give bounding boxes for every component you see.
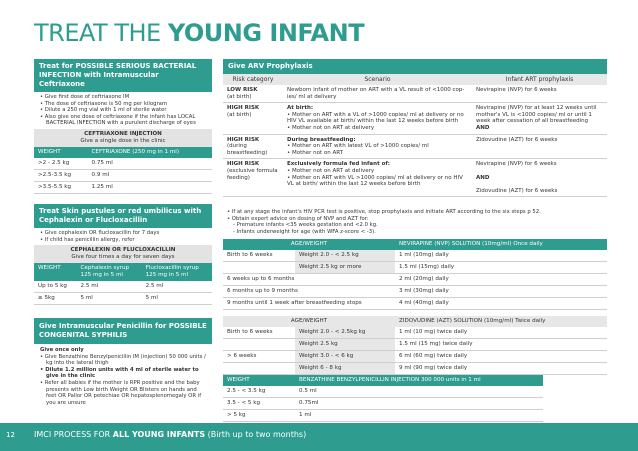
arv-notes — [223, 209, 607, 239]
bullet: • The dose of ceftriaxone is 50 mg per kilogram — [40, 100, 168, 107]
cell-dose: 5 ml — [77, 293, 142, 305]
risk-timing: (during breastfeeding) — [227, 143, 268, 156]
arv-dosing-section — [223, 209, 607, 422]
table-row — [223, 250, 607, 262]
prophylaxis-line: AND — [476, 124, 490, 131]
table-row — [223, 134, 607, 159]
cell-weight: Weight 3.0 - < 6 kg — [295, 351, 395, 363]
cell-dose: 1.5 ml (15mg) daily — [395, 262, 607, 274]
table-row — [223, 103, 607, 134]
cell-weight: Weight 2.0 - < 2.5kg kg — [295, 327, 395, 339]
nvp-col-age: AGE/WEIGHT — [223, 239, 395, 250]
table-row — [223, 85, 607, 103]
arv-prophylaxis-section — [223, 59, 607, 197]
table-row — [223, 286, 607, 298]
scenario-line: At birth: — [287, 105, 314, 112]
cell-dose: 0.75 ml — [88, 158, 212, 170]
cell-prophylaxis — [472, 85, 607, 103]
page-title — [34, 20, 364, 46]
cephalexin-section — [34, 204, 212, 305]
scenario-line: Exclusively formula fed infant of: — [287, 161, 390, 168]
scenario-line: • Mother on ART with a VL of >1000 copies/ ml at delivery or no — [287, 111, 464, 118]
cell-dose: 1 ml — [295, 410, 543, 422]
cell-age: Birth to 6 weeks — [223, 250, 295, 262]
title-light: TREAT THE — [34, 19, 168, 47]
cephalexin-table — [34, 263, 212, 305]
bullet: • If child has penicillin allergy, refer — [40, 236, 135, 243]
penicillin-section — [34, 318, 212, 408]
penicillin-lead: Give once only — [40, 347, 84, 353]
cell-dose: 0.9 ml — [88, 169, 212, 181]
azt-table — [223, 316, 607, 375]
cell-dose: 5 ml — [142, 293, 212, 305]
prophylaxis-line: Nevirapine (NVP) for 6 weeks — [476, 87, 557, 93]
col-cephalexin — [77, 263, 142, 281]
scenario-line: During breastfeeding: — [287, 136, 356, 143]
bullet: - Infants underweight for age (with WFA z-score < -3). — [233, 228, 376, 235]
bullet: • Give first dose of ceftriaxone IM — [40, 94, 130, 100]
scenario-line: • Mother not on ART at delivery — [287, 124, 375, 131]
cephalexin-bullets — [34, 228, 212, 245]
col-dose: CEFTRIAXONE (250 mg in 1 ml) — [88, 147, 212, 158]
azt-col-dose: ZIDOVUDINE (AZT) SOLUTION (10mg/ml) Twice daily — [399, 318, 546, 325]
azt-col-age: AGE/WEIGHT — [290, 318, 328, 325]
scenario-line: Newborn infant of mother on ART with a VL result of <1000 cop- — [287, 87, 465, 93]
scenario-line: • Mother on ART with latest VL of >1000 copies/ ml — [287, 143, 429, 150]
ceftriaxone-table-title — [34, 129, 212, 147]
ceftriaxone-table — [34, 147, 212, 194]
page-footer — [0, 423, 638, 451]
cell-dose: 1 ml (10 mg) twice daily — [395, 327, 607, 339]
footer-text-b: ALL YOUNG INFANTS — [112, 430, 206, 439]
col-risk: Risk category — [232, 76, 274, 83]
ceftriaxone-header: Treat for POSSIBLE SERIOUS BACTERIAL INFECTION with Intramuscular Ceftriaxone — [34, 59, 212, 92]
bullet: • Refer all babies if the mother is RPR positive and the baby presents with Low birth Weight OR Blisters on hands and feet OR Pallor OR petechiae OR hepatosplenomegaly OR if you are unsure — [40, 379, 202, 406]
cell-weight: Weight 6 - 8 kg — [295, 363, 395, 375]
ceftriaxone-section — [34, 59, 212, 194]
bullet: • Give cephalexin OR flucloxacillin for 7 days — [40, 230, 160, 236]
page-number: 12 — [6, 431, 15, 439]
col-flucloxacillin-name: Flucloxacillin syrup — [145, 265, 199, 272]
cell-dose: 1 ml (10mg) daily — [395, 250, 607, 262]
col-flucloxacillin-strength: 125 mg in 5 ml — [145, 272, 189, 279]
cell-weight: Weight 2.5 kg or more — [295, 262, 395, 274]
col-prophylaxis: Infant ART prophylaxis — [505, 76, 574, 83]
col-cephalexin-strength: 125 mg in 5 ml — [80, 272, 123, 279]
cell-scenario — [283, 159, 472, 197]
cell-dose: 4 ml (40mg) daily — [395, 298, 607, 310]
cell-age: > 6 weeks — [223, 351, 295, 363]
bullet: • Give Benzathine Benzylpenicillin IM (injection) 50 000 units / kg into the lateral thigh — [40, 353, 206, 367]
cell-age: 6 months up to 9 months — [223, 286, 395, 298]
cell-age — [223, 363, 295, 375]
risk-level: LOW RISK — [227, 87, 258, 93]
arv-table — [223, 74, 607, 197]
table-row — [223, 386, 543, 398]
table-subtitle: Give a single dose in the clinic — [80, 137, 166, 144]
cell-dose: 1.25 ml — [88, 181, 212, 193]
cell-age: 6 weeks up to 6 months — [223, 274, 395, 286]
scenario-line: • Mother on ART with VL >1000 copies/ ml at delivery or no HIV — [287, 174, 463, 181]
table-row — [34, 181, 212, 193]
cell-scenario — [283, 85, 472, 103]
table-row — [223, 327, 607, 339]
cell-age: 9 months until 1 week after breastfeeding stops — [223, 298, 395, 310]
table-row — [223, 339, 607, 351]
bullet: • Obtain expert advice on dosing of NVP and AZT for: — [227, 215, 369, 222]
table-row — [34, 169, 212, 181]
table-row — [223, 262, 607, 274]
nvp-col-dose: NEVIRAPINE (NVP) SOLUTION (10mg/ml) Once daily — [395, 239, 607, 250]
risk-timing: (exclusive formula feeding) — [227, 167, 278, 181]
cell-dose: 6 ml (60 mg) twice daily — [395, 351, 607, 363]
col-weight: WEIGHT — [34, 263, 77, 281]
pen-col-weight: WEIGHT — [223, 375, 295, 386]
penicillin-table — [223, 375, 543, 422]
bullet: • If at any stage the infant's HIV PCR test is positive, stop prophylaxis and initiate ART according to the six steps p 52. — [227, 209, 541, 215]
prophylaxis-line: Zidovudine (AZT) for 6 weeks — [476, 136, 558, 143]
scenario-line: ies/ ml at delivery — [287, 93, 337, 100]
cell-age — [223, 339, 295, 351]
table-row — [223, 274, 607, 286]
table-row — [34, 293, 212, 305]
cell-dose: 2.5 ml — [77, 281, 142, 293]
prophylaxis-line: Nevirapine (NVP) for 6 weeks — [476, 161, 557, 168]
cell-weight: >2 - 2.5 kg — [34, 158, 88, 170]
table-row — [223, 363, 607, 375]
nvp-table — [223, 239, 607, 310]
cell-risk — [223, 85, 283, 103]
cell-age: Birth to 6 weeks — [223, 327, 295, 339]
footer-text-a: IMCI PROCESS FOR — [34, 430, 113, 439]
ceftriaxone-bullets — [34, 92, 212, 129]
table-row — [223, 159, 607, 197]
cell-weight: Weight 2.0 - < 2.5 kg — [295, 250, 395, 262]
cell-dose: 1.5 ml (15 mg) twice daily — [395, 339, 607, 351]
table-title: CEPHALEXIN OR FLUCLOXACILLIN — [70, 247, 176, 254]
title-bold: YOUNG INFANT — [167, 19, 365, 47]
cell-weight: ≥ 5kg — [34, 293, 77, 305]
table-row — [223, 398, 543, 410]
bullet: - Premature infants <35 weeks gestation and <2.0 kg. — [233, 222, 378, 229]
col-weight: WEIGHT — [34, 147, 88, 158]
cell-dose: 9 ml (90 mg) twice daily — [395, 363, 607, 375]
cell-dose: 2.5 ml — [142, 281, 212, 293]
table-row — [223, 410, 543, 422]
prophylaxis-line: Zidovudine (AZT) for 6 weeks — [476, 187, 558, 194]
cell-weight: Weight 2.5 kg — [295, 339, 395, 351]
scenario-line: • Mother not on ART at delivery — [287, 167, 375, 174]
arv-header: Give ARV Prophylaxis — [223, 59, 607, 74]
cell-weight: 3.5 - < 5 kg — [223, 398, 295, 410]
pen-col-dose: BENZATHINE BENZYLPENICILLIN INJECTION 300 000 units in 1 ml — [295, 375, 543, 386]
cell-dose: 0.75ml — [295, 398, 543, 410]
bullet: • Dilute a 250 mg vial with 1 ml of sterile water — [40, 107, 167, 114]
risk-level: HIGH RISK — [227, 136, 260, 143]
table-row — [223, 351, 607, 363]
scenario-line: VL at birth/ within the last 12 weeks before birth — [287, 181, 421, 188]
col-flucloxacillin — [142, 263, 212, 281]
cell-risk — [223, 103, 283, 134]
penicillin-header: Give Intramuscular Penicillin for POSSIBLE CONGENITAL SYPHILIS — [34, 318, 212, 344]
cell-risk — [223, 134, 283, 159]
penicillin-bullets — [34, 344, 212, 408]
bullet: • Dilute 1.2 million units with 4 ml of sterile water to give in the clinic — [40, 366, 199, 380]
prophylaxis-line: Nevirapine (NVP) for at least 12 weeks until — [476, 105, 597, 112]
cell-weight: 2.5 - < 3.5 kg — [223, 386, 295, 398]
table-subtitle: Give four times a day for seven days — [71, 254, 175, 261]
cell-dose: 2 ml (20mg) daily — [395, 274, 607, 286]
cell-dose: 0.5 ml — [295, 386, 543, 398]
cephalexin-header: Treat Skin pustules or red umbilicus with Cephalexin or Flucloxacillin — [34, 204, 212, 228]
table-row — [34, 158, 212, 170]
footer-text-c: (Birth up to two months) — [205, 430, 307, 439]
cell-weight: > 5 kg — [223, 410, 295, 422]
cell-prophylaxis — [472, 159, 607, 197]
cell-prophylaxis — [472, 134, 607, 159]
col-cephalexin-name: Cephalexin syrup — [80, 265, 130, 272]
risk-timing: (at birth) — [227, 111, 252, 118]
col-scenario: Scenario — [364, 76, 391, 83]
cell-risk — [223, 159, 283, 197]
prophylaxis-line: mother's VL is <1000 copies/ ml or until 1 — [476, 111, 592, 118]
cell-prophylaxis — [472, 103, 607, 134]
cell-weight: >3.5-5.5 kg — [34, 181, 88, 193]
cell-weight: Up to 5 kg — [34, 281, 77, 293]
cell-weight: >2.5-3.5 kg — [34, 169, 88, 181]
prophylaxis-line: AND — [476, 174, 490, 181]
cell-scenario — [283, 103, 472, 134]
table-title: CEFTRIAXONE INJECTION — [84, 130, 162, 137]
footer-text — [34, 430, 306, 439]
table-row — [223, 298, 607, 310]
cell-age — [223, 262, 295, 274]
scenario-line: HIV VL available at birth/ within the last 12 weeks before birth — [287, 118, 459, 125]
bullet: • Also give one dose of ceftriaxone if the infant has LOCAL BACTERIAL INFECTION with a purulent discharge of eyes — [40, 113, 196, 127]
prophylaxis-line: week after cessation of all breastfeeding — [476, 118, 589, 125]
cell-dose: 3 ml (30mg) daily — [395, 286, 607, 298]
cell-scenario — [283, 134, 472, 159]
cephalexin-table-title — [34, 245, 212, 263]
risk-timing: (at birth) — [227, 93, 252, 100]
table-row — [34, 281, 212, 293]
risk-level: HIGH RISK — [227, 161, 260, 168]
scenario-line: • Mother not on ART — [287, 149, 344, 156]
risk-level: HIGH RISK — [227, 105, 260, 112]
